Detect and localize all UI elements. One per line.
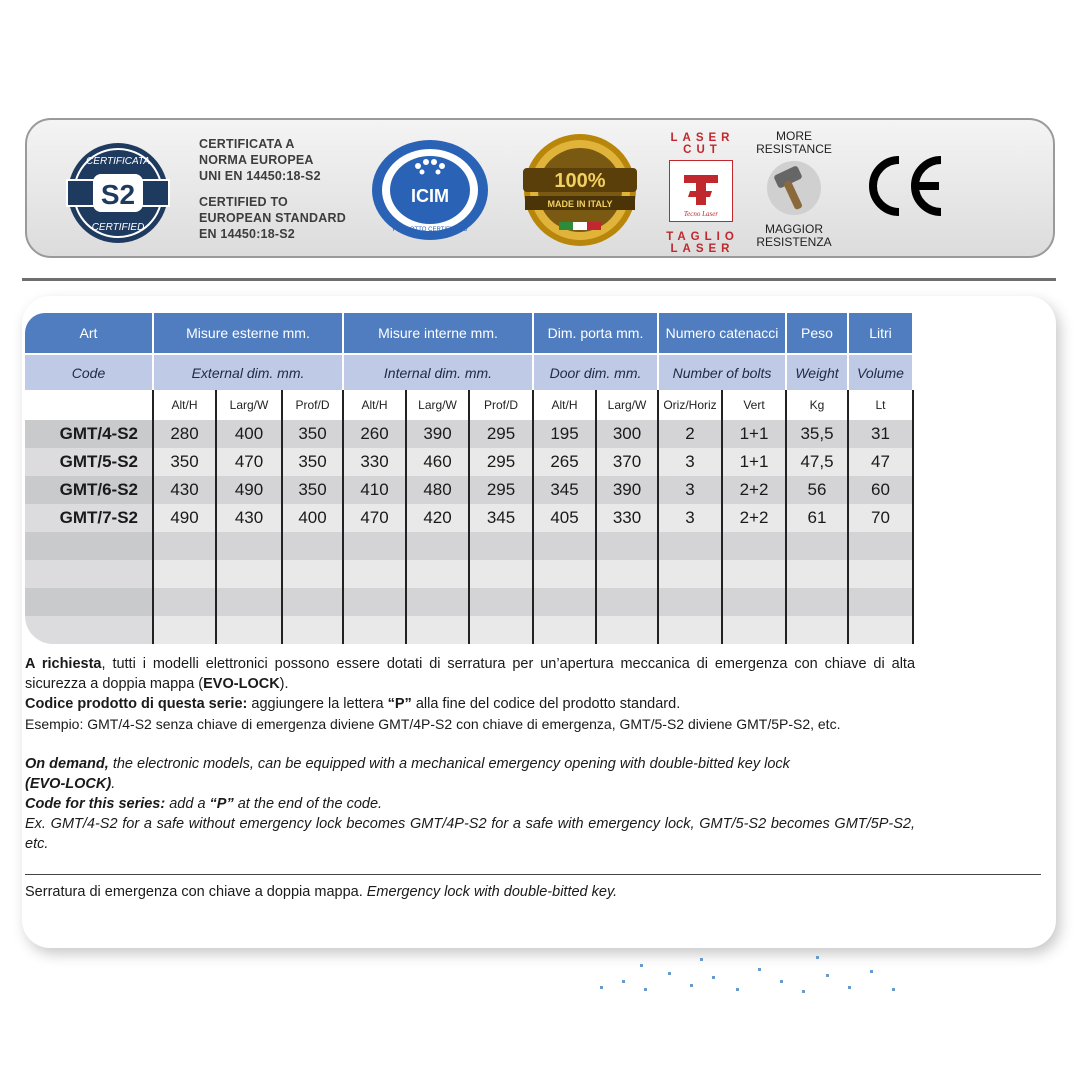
empty-table-row xyxy=(25,588,913,616)
table-cell xyxy=(216,560,282,588)
note-bold: “P” xyxy=(387,696,412,712)
table-cell xyxy=(596,532,658,560)
column-group-header-en: Weight xyxy=(786,354,848,390)
column-group-header: Art xyxy=(25,313,153,354)
table-cell xyxy=(282,532,343,560)
table-cell xyxy=(216,616,282,644)
table-cell xyxy=(596,560,658,588)
table-cell: 2+2 xyxy=(722,476,786,504)
table-cell: 420 xyxy=(406,504,469,532)
tecno-laser-logo xyxy=(669,160,733,222)
note-text: at the end of the code. xyxy=(233,796,383,812)
table-cell xyxy=(469,588,533,616)
subheader-cell: Alt/H xyxy=(533,390,596,420)
table-cell xyxy=(216,588,282,616)
notes-section xyxy=(25,654,915,854)
table-cell: 47,5 xyxy=(786,448,848,476)
table-cell xyxy=(533,532,596,560)
table-cell xyxy=(153,532,216,560)
table-cell: 1+1 xyxy=(722,420,786,448)
column-group-header: Litri xyxy=(848,313,913,354)
table-cell: 470 xyxy=(216,448,282,476)
note-bold: (EVO-LOCK) xyxy=(25,776,112,792)
table-cell xyxy=(848,588,913,616)
column-group-header-en: Volume xyxy=(848,354,913,390)
svg-text:Tecno Laser: Tecno Laser xyxy=(683,210,719,218)
note-text: . xyxy=(111,776,116,792)
svg-text:CERTIFICATA: CERTIFICATA xyxy=(86,156,150,167)
table-cell: 61 xyxy=(786,504,848,532)
table-cell: 350 xyxy=(282,420,343,448)
note-bold: Code for this series: xyxy=(25,796,166,812)
cert-line: CERTIFIED TO xyxy=(199,195,288,209)
cert-line: UNI EN 14450:18-S2 xyxy=(199,169,321,183)
svg-text:100%: 100% xyxy=(554,170,606,192)
table-cell: 2 xyxy=(658,420,722,448)
subheader-cell: Kg xyxy=(786,390,848,420)
table-row xyxy=(25,420,913,448)
table-cell xyxy=(343,532,406,560)
table-cell xyxy=(848,560,913,588)
table-cell xyxy=(658,560,722,588)
note-bold: On demand, xyxy=(25,756,109,772)
table-row xyxy=(25,504,913,532)
svg-text:CERTIFIED: CERTIFIED xyxy=(91,222,145,233)
spec-table xyxy=(25,313,914,644)
note-text: ). xyxy=(279,676,289,692)
table-cell xyxy=(406,588,469,616)
table-cell xyxy=(658,616,722,644)
product-code-cell: GMT/7-S2 xyxy=(25,504,153,532)
table-cell: 1+1 xyxy=(722,448,786,476)
subheader-cell: Prof/D xyxy=(469,390,533,420)
table-cell xyxy=(722,560,786,588)
made-in-italy-seal xyxy=(515,130,645,250)
table-cell: 390 xyxy=(406,420,469,448)
subheader-cell: Larg/W xyxy=(216,390,282,420)
table-cell: 345 xyxy=(469,504,533,532)
table-header-row-en xyxy=(25,354,913,390)
table-cell: 3 xyxy=(658,448,722,476)
table-cell: 330 xyxy=(596,504,658,532)
subheader-cell: Vert xyxy=(722,390,786,420)
table-cell xyxy=(722,616,786,644)
table-cell xyxy=(153,560,216,588)
table-cell: 480 xyxy=(406,476,469,504)
note-text: add a xyxy=(165,796,210,812)
table-cell: 56 xyxy=(786,476,848,504)
note-text: , tutti i modelli elettronici possono essere dotati di serratura per un’apertura meccanica di emergenza con chiave di alta sicurezza a doppia mappa ( xyxy=(25,656,916,692)
table-cell: 60 xyxy=(848,476,913,504)
table-cell: 280 xyxy=(153,420,216,448)
subheader-cell: Larg/W xyxy=(406,390,469,420)
subheader-cell: Alt/H xyxy=(153,390,216,420)
note-it-code xyxy=(25,694,915,714)
resistance-label: MAGGIOR xyxy=(764,222,823,236)
note-en-on-demand xyxy=(25,754,915,794)
table-cell xyxy=(658,588,722,616)
table-cell: 3 xyxy=(658,504,722,532)
table-cell xyxy=(786,588,848,616)
cert-line: NORMA EUROPEA xyxy=(199,153,314,167)
table-cell: 410 xyxy=(343,476,406,504)
table-cell xyxy=(533,616,596,644)
note-bold: Codice prodotto di questa serie: xyxy=(25,696,248,712)
table-cell: 260 xyxy=(343,420,406,448)
column-group-header-en: Number of bolts xyxy=(658,354,786,390)
column-group-header-en: External dim. mm. xyxy=(153,354,343,390)
table-cell xyxy=(596,616,658,644)
column-group-header-en: Door dim. mm. xyxy=(533,354,658,390)
table-cell xyxy=(533,560,596,588)
table-cell xyxy=(469,616,533,644)
note-text: the electronic models, can be equipped with a mechanical emergency opening with double-bitted key lock xyxy=(108,756,790,772)
product-code-cell xyxy=(25,532,153,560)
icim-certified-logo xyxy=(370,138,490,243)
table-cell: 490 xyxy=(216,476,282,504)
resistance-label: RESISTANCE xyxy=(756,142,832,156)
footer-text-it: Serratura di emergenza con chiave a doppia mappa. xyxy=(25,884,363,900)
column-group-header: Misure esterne mm. xyxy=(153,313,343,354)
table-cell: 300 xyxy=(596,420,658,448)
subheader-cell: Alt/H xyxy=(343,390,406,420)
product-code-cell: GMT/5-S2 xyxy=(25,448,153,476)
ce-mark xyxy=(863,154,947,218)
table-cell xyxy=(658,532,722,560)
column-group-header: Numero catenacci xyxy=(658,313,786,354)
table-cell: 430 xyxy=(216,504,282,532)
table-cell: 470 xyxy=(343,504,406,532)
table-cell: 195 xyxy=(533,420,596,448)
table-cell xyxy=(596,588,658,616)
footer-text-en: Emergency lock with double-bitted key. xyxy=(366,884,618,900)
section-divider xyxy=(22,278,1056,281)
table-cell: 295 xyxy=(469,448,533,476)
table-cell xyxy=(469,532,533,560)
table-cell: 350 xyxy=(282,448,343,476)
table-cell xyxy=(153,616,216,644)
svg-text:ICIM: ICIM xyxy=(411,186,449,206)
table-row xyxy=(25,476,913,504)
table-cell xyxy=(848,532,913,560)
table-cell xyxy=(406,560,469,588)
table-cell: 295 xyxy=(469,420,533,448)
note-en-code xyxy=(25,794,915,814)
table-cell: 295 xyxy=(469,476,533,504)
subheader-cell: Larg/W xyxy=(596,390,658,420)
subheader-cell: Prof/D xyxy=(282,390,343,420)
table-cell: 400 xyxy=(282,504,343,532)
note-en-example: Ex. GMT/4-S2 for a safe without emergency lock becomes GMT/4P-S2 for a safe with emergency lock, GMT/5-S2 becomes GMT/5P-S2, etc. xyxy=(25,816,915,852)
footer-note xyxy=(25,884,617,900)
table-cell: 47 xyxy=(848,448,913,476)
table-cell xyxy=(282,616,343,644)
empty-table-row xyxy=(25,616,913,644)
table-cell: 3 xyxy=(658,476,722,504)
subheader-cell xyxy=(25,390,153,420)
resistance-badge xyxy=(749,130,839,250)
footer-divider xyxy=(25,874,1041,875)
empty-table-row xyxy=(25,532,913,560)
product-code-cell: GMT/4-S2 xyxy=(25,420,153,448)
table-cell: 265 xyxy=(533,448,596,476)
note-bold: “P” xyxy=(209,796,234,812)
note-it-example: Esempio: GMT/4-S2 senza chiave di emergenza diviene GMT/4P-S2 con chiave di emergenza, GMT/5-S2 diviene GMT/5P-S2, etc. xyxy=(25,716,841,732)
table-cell: 70 xyxy=(848,504,913,532)
column-group-header-en: Code xyxy=(25,354,153,390)
table-row xyxy=(25,448,913,476)
table-cell xyxy=(469,560,533,588)
certification-text xyxy=(199,136,346,242)
decorative-dots xyxy=(580,950,920,1000)
table-cell xyxy=(406,532,469,560)
product-code-cell xyxy=(25,588,153,616)
table-cell xyxy=(343,616,406,644)
table-cell: 2+2 xyxy=(722,504,786,532)
table-cell: 460 xyxy=(406,448,469,476)
note-bold: EVO-LOCK xyxy=(203,676,280,692)
table-cell xyxy=(282,560,343,588)
table-cell xyxy=(786,616,848,644)
s2-certified-badge xyxy=(63,138,173,248)
product-code-cell xyxy=(25,560,153,588)
table-cell xyxy=(786,532,848,560)
cert-line: CERTIFICATA A xyxy=(199,137,295,151)
table-body xyxy=(25,420,913,644)
table-cell xyxy=(343,560,406,588)
column-group-header: Misure interne mm. xyxy=(343,313,533,354)
column-group-header-en: Internal dim. mm. xyxy=(343,354,533,390)
table-cell xyxy=(343,588,406,616)
table-cell: 400 xyxy=(216,420,282,448)
table-cell xyxy=(786,560,848,588)
product-code-cell: GMT/6-S2 xyxy=(25,476,153,504)
empty-table-row xyxy=(25,560,913,588)
table-cell xyxy=(153,588,216,616)
table-cell xyxy=(216,532,282,560)
laser-cut-badge xyxy=(663,132,739,255)
note-text: aggiungere la lettera xyxy=(247,696,388,712)
table-cell: 345 xyxy=(533,476,596,504)
table-cell xyxy=(282,588,343,616)
note-text: alla fine del codice del prodotto standard. xyxy=(411,696,681,712)
table-cell xyxy=(533,588,596,616)
subheader-cell: Lt xyxy=(848,390,913,420)
table-cell: 430 xyxy=(153,476,216,504)
table-cell xyxy=(722,532,786,560)
table-cell: 370 xyxy=(596,448,658,476)
table-cell: 390 xyxy=(596,476,658,504)
table-cell xyxy=(406,616,469,644)
column-group-header: Dim. porta mm. xyxy=(533,313,658,354)
laser-bottom-label: TAGLIO xyxy=(666,231,739,243)
table-cell: 405 xyxy=(533,504,596,532)
hammer-icon xyxy=(759,156,829,218)
certification-banner xyxy=(25,118,1055,258)
table-subheader-row xyxy=(25,390,913,420)
table-header-row xyxy=(25,313,913,354)
resistance-label: RESISTENZA xyxy=(756,235,832,249)
table-cell: 35,5 xyxy=(786,420,848,448)
table-cell: 350 xyxy=(282,476,343,504)
svg-text:PRODOTTO CERTIFICATO: PRODOTTO CERTIFICATO xyxy=(392,227,468,233)
laser-top-label: CUT xyxy=(683,144,722,156)
svg-text:MADE IN ITALY: MADE IN ITALY xyxy=(547,199,613,209)
table-cell xyxy=(722,588,786,616)
table-cell: 31 xyxy=(848,420,913,448)
table-cell: 330 xyxy=(343,448,406,476)
column-group-header: Peso xyxy=(786,313,848,354)
laser-bottom-label: LASER xyxy=(670,243,735,255)
cert-line: EN 14450:18-S2 xyxy=(199,227,295,241)
table-cell: 350 xyxy=(153,448,216,476)
note-bold: A richiesta xyxy=(25,656,102,672)
svg-text:S2: S2 xyxy=(100,179,136,210)
resistance-label: MORE xyxy=(776,129,812,143)
cert-line: EUROPEAN STANDARD xyxy=(199,211,346,225)
table-cell: 490 xyxy=(153,504,216,532)
subheader-cell: Oriz/Horiz xyxy=(658,390,722,420)
table-cell xyxy=(848,616,913,644)
note-it-on-demand xyxy=(25,654,915,694)
product-code-cell xyxy=(25,616,153,644)
laser-top-label: LASER xyxy=(670,132,735,144)
